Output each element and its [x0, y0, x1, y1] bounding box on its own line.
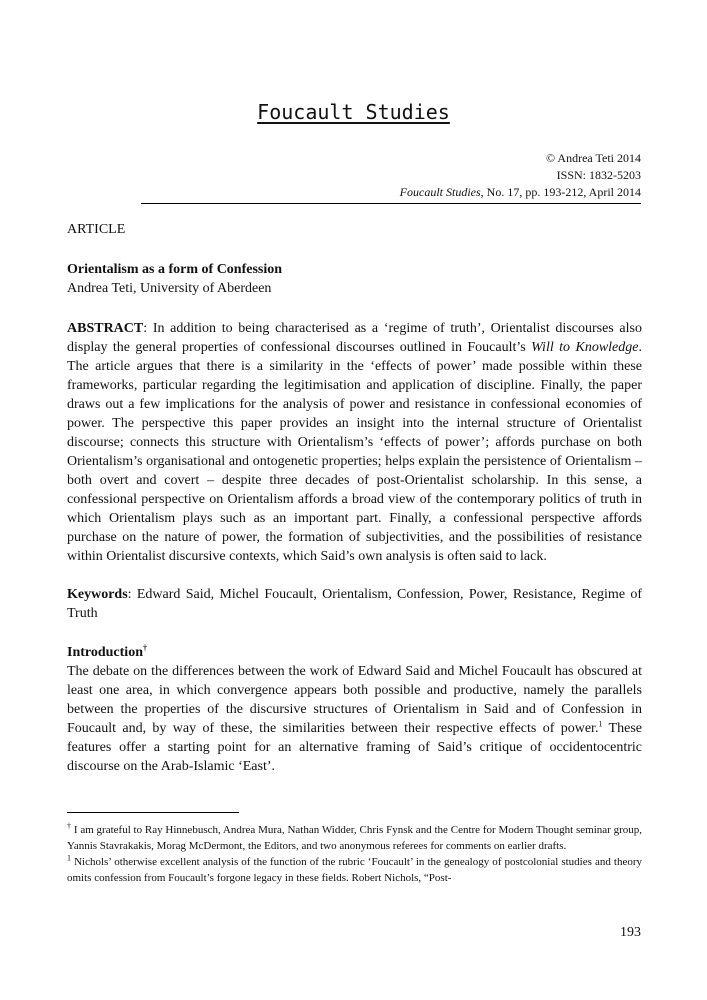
citation-journal: Foucault Studies	[399, 185, 481, 199]
keywords-text: : Edward Said, Michel Foucault, Orientalism, Confession, Power, Resistance, Regime of Truth	[67, 587, 642, 621]
issn-line: ISSN: 1832-5203	[556, 168, 641, 182]
section-label: ARTICLE	[67, 222, 126, 237]
abstract-text-2: . The article argues that there is a similarity in the ‘effects of power’ made possible within these frameworks, particular regarding the legitimisation and application of discipline. Finally, the paper draws out a few implications for the analysis of power and resistance in confessional economies of power. The perspective this paper provides an insight into the internal structure of Orientalist discourse; connects this structure with Orientalism’s ‘effects of power’; affords purchase on both Orientalism’s organisational and ontogenetic properties; helps explain the persistence of Orientalism – both overt and covert – despite three decades of post-Orientalist scholarship. In this sense, a confessional perspective on Orientalism affords a broad view of the contemporary politics of truth in which Orientalism plays such as an important part. Finally, a confessional perspective affords purchase on the nature of power, the formation of subjectivities, and the possibilities of resistance within Orientalist discursive contexts, which Said’s own analysis is often said to lack.	[67, 340, 642, 564]
footnote	[67, 854, 642, 886]
intro-heading-text: Introduction	[67, 645, 143, 660]
keywords	[67, 585, 642, 623]
footnote	[67, 822, 642, 854]
intro-text-1: The debate on the differences between the work of Edward Said and Michel Foucault has obscured at least one area, in which convergence appears both possible and productive, namely the parallels between the properties of the discursive structures of Orientalism in Said and of Confession in Foucault and, by way of these, the similarities between their respective effects of power.	[67, 664, 642, 736]
abstract	[67, 319, 642, 566]
copyright-line: © Andrea Teti 2014	[545, 151, 641, 165]
footnote-mark: 1	[67, 853, 71, 863]
intro-heading-footnote-mark[interactable]: †	[142, 643, 147, 653]
footnote-ref-1[interactable]: 1	[598, 719, 603, 729]
publication-meta	[141, 150, 641, 204]
author-line: Andrea Teti, University of Aberdeen	[67, 281, 272, 296]
footnote-mark: †	[67, 821, 72, 831]
journal-title: Foucault Studies	[257, 100, 450, 124]
citation-details: , No. 17, pp. 193-212, April 2014	[480, 185, 641, 199]
citation-line	[141, 184, 641, 204]
keywords-label: Keywords	[67, 587, 128, 602]
abstract-work-title: Will to Knowledge	[531, 340, 639, 355]
page-number: 193	[620, 925, 641, 940]
abstract-text-1: : In addition to being characterised as a ‘regime of truth’, Orientalist discourses also display the general properties of confessional discourses outlined in Foucault’s	[67, 321, 642, 355]
article-body	[67, 220, 642, 776]
footnote-divider	[67, 812, 239, 813]
intro-text-2: These features offer a starting point for an alternative framing of Said’s critique of occidentocentric discourse on the Arab-Islamic ‘East’.	[67, 721, 642, 774]
abstract-label: ABSTRACT	[67, 321, 144, 336]
intro-heading	[67, 643, 642, 662]
intro-paragraph	[67, 662, 642, 776]
footnote-text: I am grateful to Ray Hinnebusch, Andrea Mura, Nathan Widder, Chris Fynsk and the Centre for Modern Thought seminar group, Yannis Stavrakakis, Morag McDermont, the Editors, and two anonymous referees for comments on earlier drafts.	[67, 824, 643, 852]
footnotes	[67, 822, 642, 886]
article-title: Orientalism as a form of Confession	[67, 262, 283, 277]
footnote-text: Nichols’ otherwise excellent analysis of the function of the rubric ‘Foucault’ in the genealogy of postcolonial studies and theory omits confession from Foucault’s forgone legacy in these fields. Robert Nichols, “Post-	[67, 856, 642, 884]
